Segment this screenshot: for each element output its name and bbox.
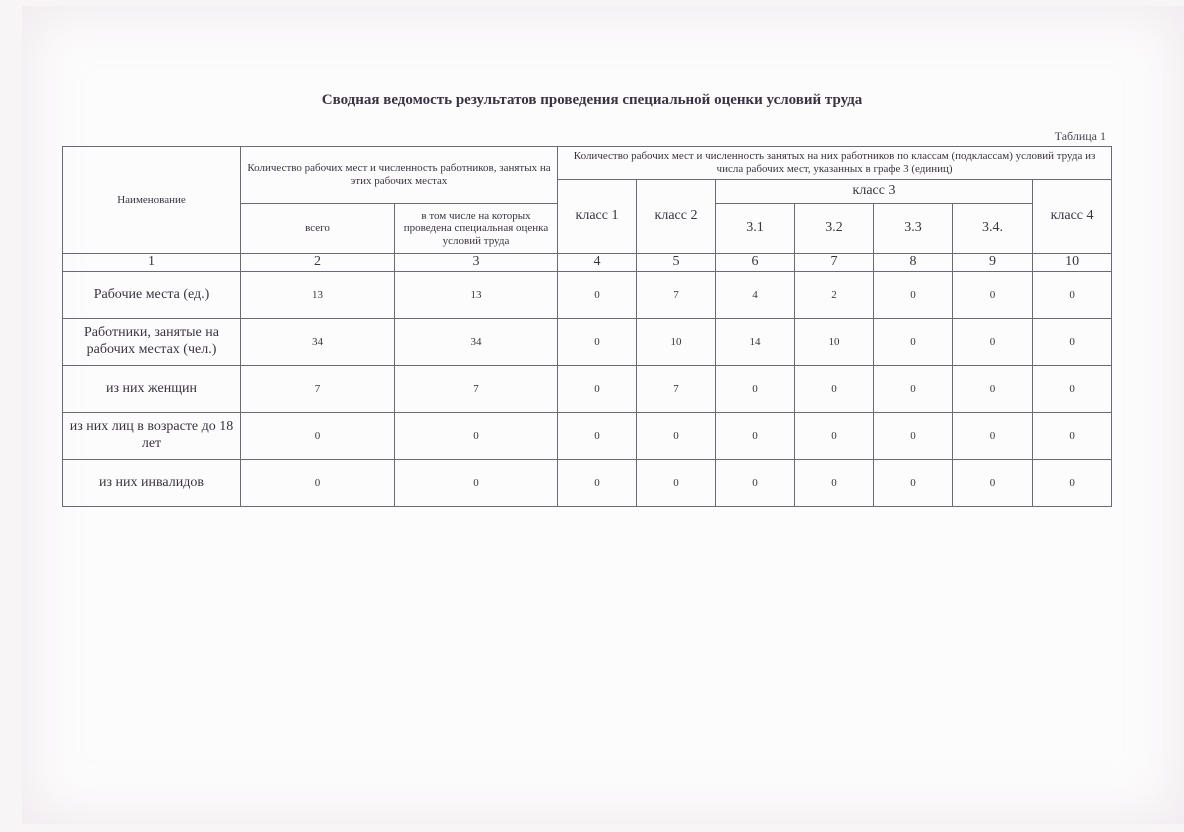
table-cell: 0 (241, 413, 395, 460)
table-cell: 0 (795, 413, 874, 460)
table-cell: 0 (558, 460, 637, 507)
table-cell: 0 (953, 319, 1033, 366)
header-assessed: в том числе на которых проведена специальная оценка условий труда (395, 204, 558, 254)
column-number: 2 (241, 254, 395, 272)
header-class3: класс 3 (716, 180, 1033, 204)
table-cell: 0 (1033, 366, 1112, 413)
table-cell: 0 (395, 460, 558, 507)
table-cell: 10 (637, 319, 716, 366)
table-cell: 34 (395, 319, 558, 366)
table-cell: 13 (395, 272, 558, 319)
header-row-1 (63, 147, 1112, 180)
header-class2: класс 2 (637, 180, 716, 254)
header-sub32: 3.2 (795, 204, 874, 254)
row-name: из них инвалидов (63, 460, 241, 507)
table-row (63, 366, 1112, 413)
table-cell: 0 (874, 272, 953, 319)
header-group-classes: Количество рабочих мест и численность занятых на них работников по классам (подклассам) условий труда из числа рабочих мест, указанных в графе 3 (единиц) (558, 147, 1112, 180)
table-cell: 0 (716, 460, 795, 507)
column-number: 1 (63, 254, 241, 272)
table-cell: 4 (716, 272, 795, 319)
table-row (63, 272, 1112, 319)
table-row (63, 413, 1112, 460)
table-cell: 7 (637, 366, 716, 413)
document-title: Сводная ведомость результатов проведения специальной оценки условий труда (321, 92, 863, 108)
table-label: Таблица 1 (1054, 129, 1106, 143)
table-cell: 0 (953, 460, 1033, 507)
table-cell: 0 (953, 272, 1033, 319)
column-numbers-row (63, 254, 1112, 272)
row-name: Рабочие места (ед.) (63, 272, 241, 319)
column-number: 3 (395, 254, 558, 272)
column-number: 7 (795, 254, 874, 272)
column-number: 5 (637, 254, 716, 272)
table-cell: 13 (241, 272, 395, 319)
header-class4: класс 4 (1033, 180, 1112, 254)
header-sub34: 3.4. (953, 204, 1033, 254)
table-cell: 0 (395, 413, 558, 460)
row-name: из них лиц в возрасте до 18 лет (63, 413, 241, 460)
table-cell: 0 (637, 413, 716, 460)
header-group-total: Количество рабочих мест и численность работников, занятых на этих рабочих местах (241, 147, 558, 204)
table-cell: 0 (953, 413, 1033, 460)
header-name: Наименование (63, 147, 241, 254)
table-cell: 0 (558, 413, 637, 460)
column-number: 10 (1033, 254, 1112, 272)
header-sub31: 3.1 (716, 204, 795, 254)
table-cell: 0 (874, 413, 953, 460)
summary-table (62, 146, 1112, 507)
table-cell: 14 (716, 319, 795, 366)
table-cell: 2 (795, 272, 874, 319)
table-cell: 0 (874, 460, 953, 507)
table-cell: 0 (558, 319, 637, 366)
table-cell: 0 (1033, 460, 1112, 507)
table-cell: 0 (558, 366, 637, 413)
row-name: из них женщин (63, 366, 241, 413)
table-row (63, 460, 1112, 507)
table-cell: 0 (795, 460, 874, 507)
table-cell: 0 (1033, 272, 1112, 319)
table-cell: 0 (795, 366, 874, 413)
table-cell: 0 (558, 272, 637, 319)
column-number: 4 (558, 254, 637, 272)
row-name: Работники, занятые на рабочих местах (чел.) (63, 319, 241, 366)
table-cell: 0 (1033, 319, 1112, 366)
table-cell: 0 (874, 366, 953, 413)
table-cell: 34 (241, 319, 395, 366)
table-cell: 0 (874, 319, 953, 366)
table-row (63, 319, 1112, 366)
table-cell: 0 (953, 366, 1033, 413)
table-cell: 0 (637, 460, 716, 507)
table-cell: 7 (395, 366, 558, 413)
table-cell: 0 (241, 460, 395, 507)
table-cell: 0 (716, 366, 795, 413)
header-sub33: 3.3 (874, 204, 953, 254)
column-number: 6 (716, 254, 795, 272)
table-cell: 0 (1033, 413, 1112, 460)
header-class1: класс 1 (558, 180, 637, 254)
table-cell: 7 (241, 366, 395, 413)
table-cell: 7 (637, 272, 716, 319)
column-number: 8 (874, 254, 953, 272)
table-cell: 10 (795, 319, 874, 366)
table-cell: 0 (716, 413, 795, 460)
column-number: 9 (953, 254, 1033, 272)
header-total: всего (241, 204, 395, 254)
